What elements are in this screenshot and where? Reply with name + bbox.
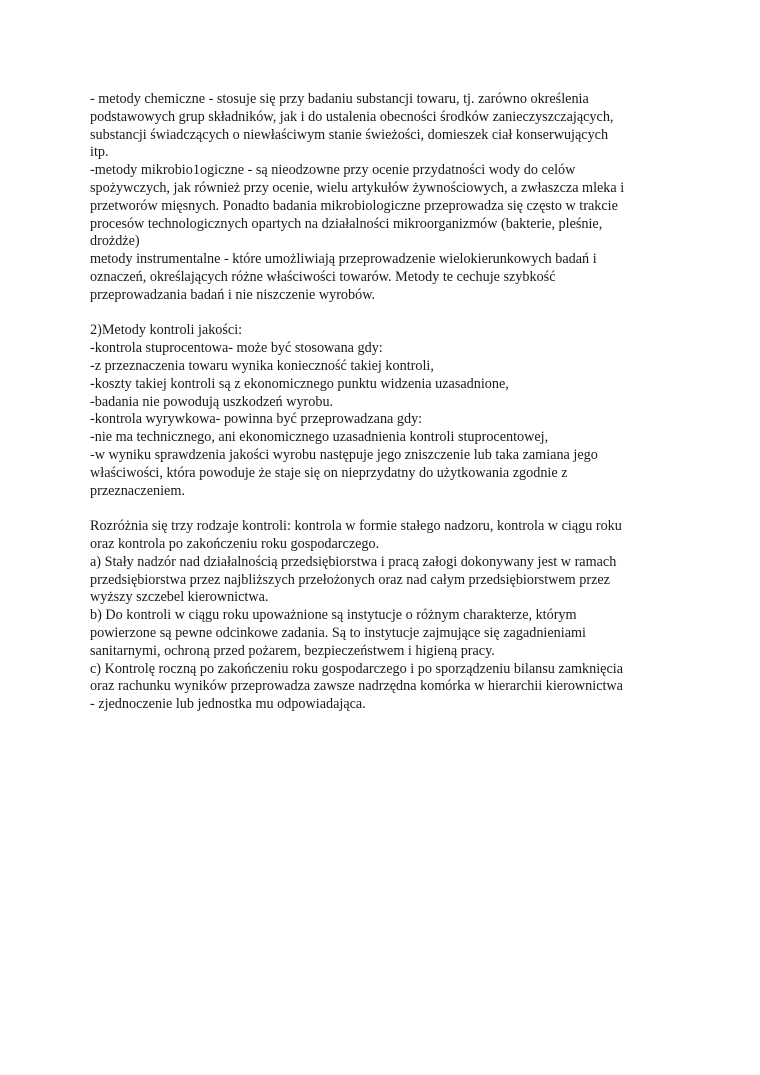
- text-line: -nie ma technicznego, ani ekonomicznego uzasadnienia kontroli stuprocentowej,: [90, 429, 549, 446]
- paragraph-control-types: [90, 518, 690, 714]
- text-line: oraz kontrola po zakończeniu roku gospodarczego.: [90, 535, 380, 552]
- text-line: podstawowych grup składników, jak i do ustalenia obecności środków zanieczyszczających,: [90, 108, 614, 125]
- text-line: właściwości, która powoduje że staje się on nieprzydatny do użytkowania zgodnie z: [90, 464, 568, 481]
- text-line: Rozróżnia się trzy rodzaje kontroli: kontrola w formie stałego nadzoru, kontrola w ciągu roku: [90, 518, 622, 535]
- text-line: b) Do kontroli w ciągu roku upoważnione są instytucje o różnym charakterze, którym: [90, 607, 577, 624]
- text-line: -kontrola stuprocentowa- może być stosowana gdy:: [90, 340, 383, 357]
- paragraph-gap: [90, 305, 690, 323]
- text-line: itp.: [90, 144, 109, 161]
- text-line: -kontrola wyrywkowa- powinna być przeprowadzana gdy:: [90, 411, 423, 428]
- text-line: oznaczeń, określających różne właściwości towarów. Metody te cechuje szybkość: [90, 268, 556, 285]
- paragraph-gap: [90, 500, 690, 518]
- text-line: -metody mikrobio1ogiczne - są nieodzowne przy ocenie przydatności wody do celów: [90, 162, 576, 179]
- text-line: procesów technologicznych opartych na działalności mikroorganizmów (bakterie, pleśnie,: [90, 215, 603, 232]
- text-line: spożywczych, jak również przy ocenie, wielu artykułów żywnościowych, a zwłaszcza mleka i: [90, 179, 625, 196]
- text-line: metody instrumentalne - które umożliwiają przeprowadzenie wielokierunkowych badań i: [90, 251, 597, 268]
- text-line: substancji świadczących o niewłaściwym stanie świeżości, domieszek ciał konserwujących: [90, 126, 609, 143]
- text-line: - zjednoczenie lub jednostka mu odpowiadająca.: [90, 696, 366, 713]
- text-line: -koszty takiej kontroli są z ekonomicznego punktu widzenia uzasadnione,: [90, 375, 509, 392]
- text-line: wyższy szczebel kierownictwa.: [90, 589, 269, 606]
- paragraph-product-testing-methods: [90, 91, 690, 305]
- document-text: [90, 91, 690, 714]
- text-line: c) Kontrolę roczną po zakończeniu roku gospodarczego i po sporządzeniu bilansu zamknięcia: [90, 660, 624, 677]
- text-line: przetworów mięsnych. Ponadto badania mikrobiologiczne przeprowadza się często w trakcie: [90, 197, 618, 214]
- text-line: przedsiębiorstwa przez najbliższych przełożonych oraz nad całym przedsiębiorstwem przez: [90, 571, 610, 588]
- text-line: oraz rachunku wyników przeprowadza zawsze nadrzędna komórka w hierarchii kierownictwa: [90, 678, 623, 695]
- text-line: drożdże): [90, 233, 140, 250]
- text-line: 2)Metody kontroli jakości:: [90, 322, 243, 339]
- text-line: a) Stały nadzór nad działalnością przedsiębiorstwa i pracą załogi dokonywany jest w ramach: [90, 553, 617, 570]
- text-line: przeprowadzania badań i nie niszczenie wyrobów.: [90, 286, 376, 303]
- text-line: sanitarnymi, ochroną przed pożarem, bezpieczeństwem i higieną pracy.: [90, 642, 495, 659]
- text-line: -w wyniku sprawdzenia jakości wyrobu następuje jego zniszczenie lub taka zamiana jego: [90, 446, 598, 463]
- text-line: -badania nie powodują uszkodzeń wyrobu.: [90, 393, 334, 410]
- text-line: powierzone są pewne odcinkowe zadania. Są to instytucje zajmujące się zagadnieniami: [90, 624, 586, 641]
- text-line: - metody chemiczne - stosuje się przy badaniu substancji towaru, tj. zarówno określenia: [90, 91, 589, 107]
- paragraph-quality-control-methods: [90, 322, 690, 500]
- text-line: przeznaczeniem.: [90, 482, 185, 499]
- text-line: -z przeznaczenia towaru wynika konieczność takiej kontroli,: [90, 357, 434, 374]
